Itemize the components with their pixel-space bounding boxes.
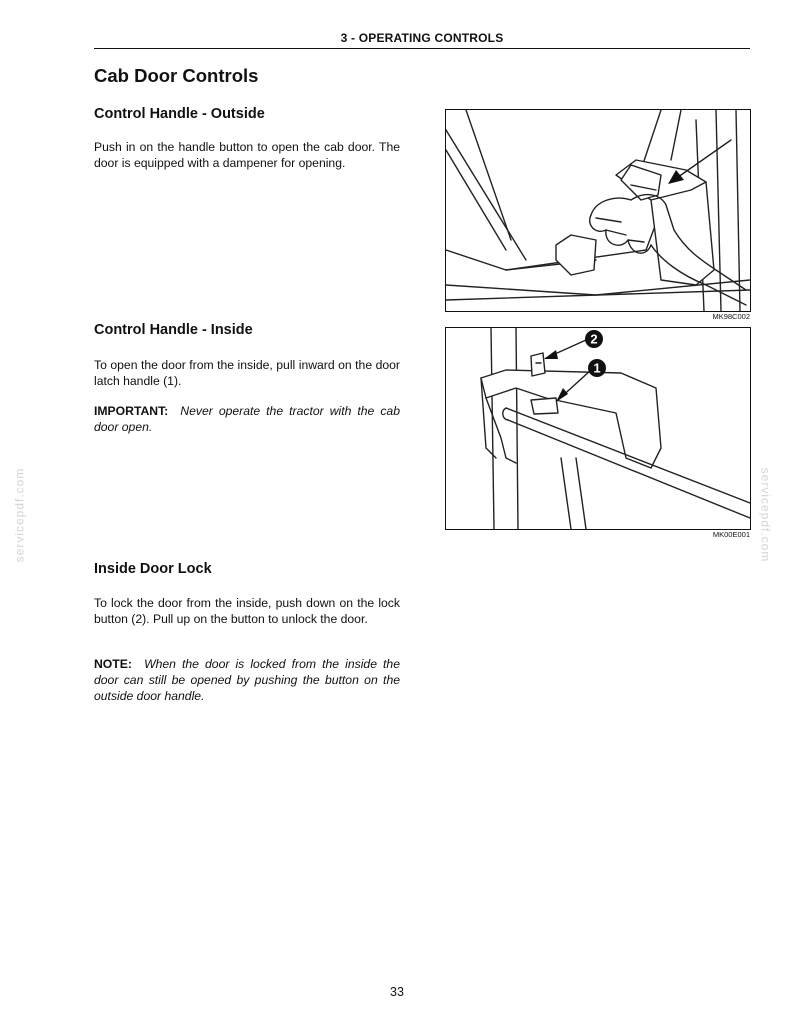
- watermark-right: servicepdf.com: [758, 467, 773, 563]
- section-text-lock: To lock the door from the inside, push down on the lock button (2). Pull up on the button to unlock the door.: [94, 596, 400, 626]
- important-text: Never operate the tractor with the cab door open.: [94, 404, 400, 434]
- running-header: 3 - OPERATING CONTROLS: [340, 31, 504, 45]
- page-title: Cab Door Controls: [94, 65, 259, 86]
- section-heading-outside: Control Handle - Outside: [94, 106, 265, 122]
- figure-inside-handle: [445, 327, 751, 530]
- inside-handle-illustration: [446, 328, 750, 529]
- outside-handle-illustration: [446, 110, 750, 311]
- header-rule: [94, 48, 750, 49]
- section-heading-inside: Control Handle - Inside: [94, 322, 253, 338]
- callout-1-label: 1: [593, 360, 601, 376]
- section-text-outside: Push in on the handle button to open the cab door. The door is equipped with a dampener for opening.: [94, 140, 400, 170]
- section-text-inside: To open the door from the inside, pull inward on the door latch handle (1).: [94, 358, 400, 388]
- figure-outside-handle: [445, 109, 751, 312]
- note-text: When the door is locked from the inside the door can still be opened by pushing the button on the outside door handle.: [94, 657, 400, 703]
- section-heading-lock: Inside Door Lock: [94, 561, 212, 577]
- callout-2-label: 2: [590, 331, 598, 347]
- important-label: IMPORTANT:: [94, 404, 169, 418]
- note-label: NOTE:: [94, 657, 132, 671]
- note-notice: [94, 656, 400, 704]
- important-notice: [94, 403, 400, 435]
- watermark-left: servicepdf.com: [12, 467, 27, 563]
- figure-caption-outside: MK98C002: [712, 312, 750, 321]
- page-number: 33: [390, 985, 404, 999]
- figure-caption-inside: MK00E001: [712, 530, 750, 539]
